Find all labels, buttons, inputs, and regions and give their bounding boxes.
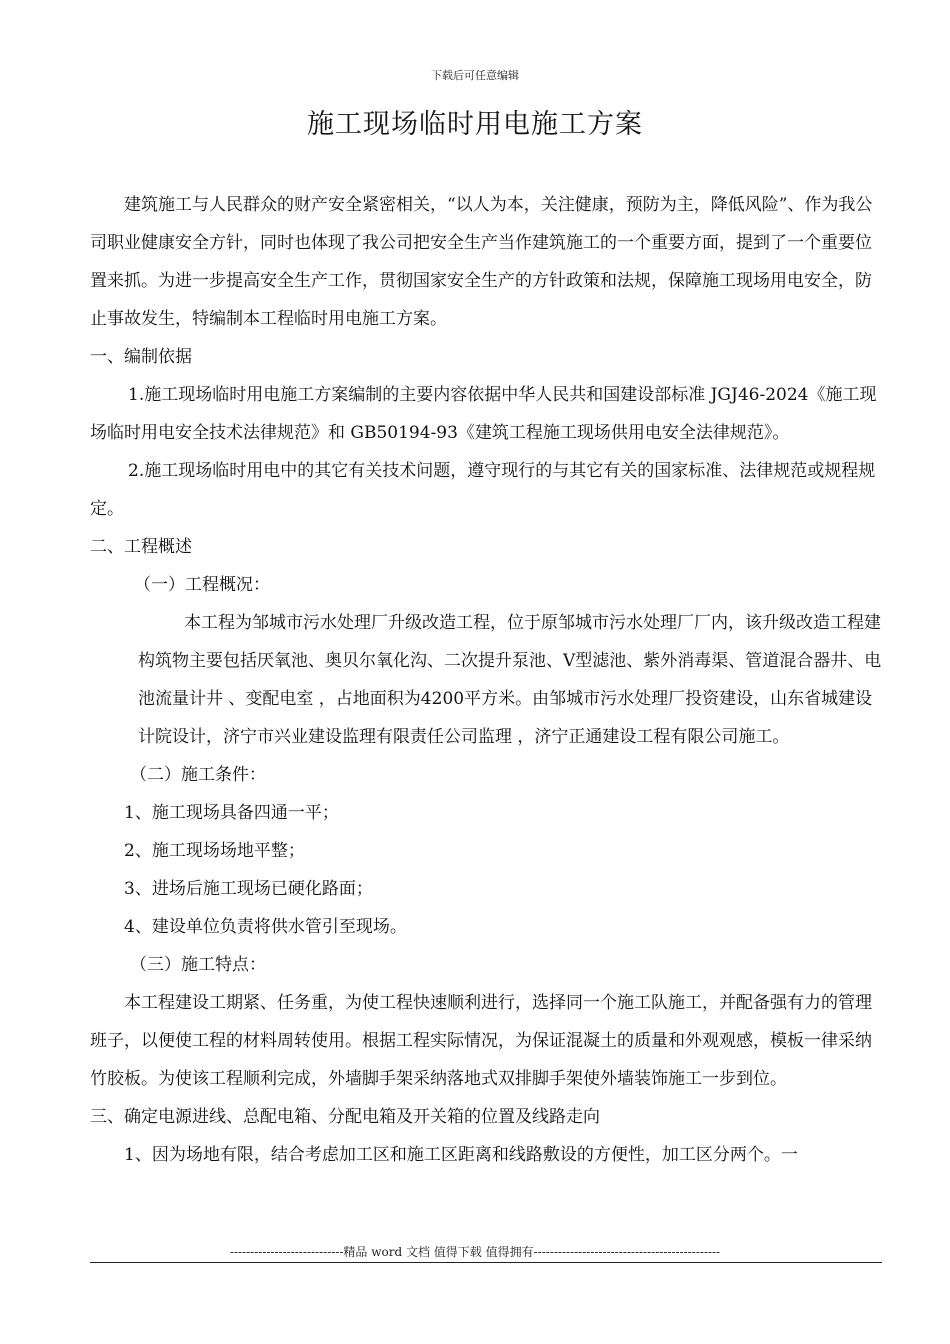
section1-paragraph-1: 1.施工现场临时用电施工方案编制的主要内容依据中华人民共和国建设部标准 JGJ46-2024《施工现场临时用电安全技术法律规范》和 GB50194-93《建筑工程施工现场供用电安全法律规范》。: [90, 385, 877, 443]
overview-paragraph: 本工程为邹城市污水处理厂升级改造工程，位于原邹城市污水处理厂厂内，该升级改造工程建构筑物主要包括厌氧池、奥贝尔氧化沟、二次提升泵池、V型滤池、紫外消毒渠、管道混合器井、电池流量计井 、变配电室 ，占地面积为4200平方米。由邹城市污水处理厂投资建设，山东省城建设计院设计，济宁市兴业建设监理有限责任公司监理 ，济宁正通建设工程有限公司施工。: [138, 613, 882, 747]
footer-divider: [90, 1262, 882, 1263]
section3-heading: 三、确定电源进线、总配电箱、分配电箱及开关箱的位置及线路走向: [90, 1107, 600, 1127]
section1-heading: 一、编制依据: [90, 347, 192, 367]
subsection-conditions-heading: （二）施工条件：: [130, 765, 266, 785]
condition-item: 2、施工现场场地平整；: [124, 841, 305, 861]
condition-item: 4、建设单位负责将供水管引至现场。: [124, 917, 407, 937]
section3-paragraph-1: 1、因为场地有限，结合考虑加工区和施工区距离和线路敷设的方便性，加工区分两个。一: [124, 1145, 798, 1165]
document-title: 施工现场临时用电施工方案: [307, 109, 643, 140]
footer-banner: ----------------------------精品 word 文档 值得下载 值得拥有----------------------------------------------: [229, 1245, 721, 1259]
intro-paragraph: 建筑施工与人民群众的财产安全紧密相关，“以人为本，关注健康，预防为主，降低风险”、作为我公司职业健康安全方针，同时也体现了我公司把安全生产当作建筑施工的一个重要方面，提到了一个重要位置来抓。为进一步提高安全生产工作，贯彻国家安全生产的方针政策和法规，保障施工现场用电安全，防止事故发生，特编制本工程临时用电施工方案。: [90, 195, 873, 329]
condition-item: 1、施工现场具备四通一平；: [124, 803, 339, 823]
section2-heading: 二、工程概述: [90, 537, 192, 557]
section1-paragraph-2: 2.施工现场临时用电中的其它有关技术问题，遵守现行的与其它有关的国家标准、法律规范或规程规定。: [90, 461, 876, 519]
subsection-features-heading: （三）施工特点：: [130, 955, 266, 975]
header-note: 下载后可任意编辑: [431, 69, 519, 82]
condition-item: 3、进场后施工现场已硬化路面；: [124, 879, 373, 899]
subsection-overview-heading: （一）工程概况：: [134, 575, 270, 595]
document-body: [90, 186, 882, 1174]
features-paragraph: 本工程建设工期紧、任务重，为使工程快速顺利进行，选择同一个施工队施工，并配备强有力的管理班子，以便使工程的材料周转使用。根据工程实际情况，为保证混凝土的质量和外观观感，模板一律采纳竹胶板。为使该工程顺利完成，外墙脚手架采纳落地式双排脚手架使外墙装饰施工一步到位。: [90, 993, 872, 1089]
